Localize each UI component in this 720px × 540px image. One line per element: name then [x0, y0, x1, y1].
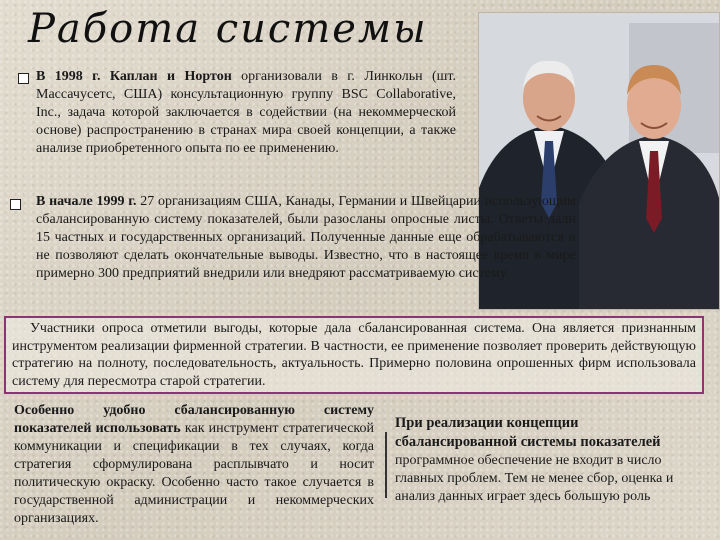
column-divider	[385, 432, 387, 498]
bullet-paragraph-2	[36, 193, 576, 283]
survey-results-box	[4, 316, 704, 394]
bullet-2-text: 27 организациям США, Канады, Германии и Швейцарии использующим сбалансированную систему показателей, были разосланы опросные листы. Ответы дали 15 частных и государственных организаций. Полученные данные еще обрабатываются и не позволяют сделать окончательные выводы. Известно, что в настоящее время в мире примерно 300 предприятий внедрили или внедряют рассматриваемую систему.	[36, 194, 576, 281]
left-column-bold: Особенно удобно сбалансированную систему показателей использовать	[14, 403, 374, 436]
left-column-text	[14, 402, 374, 528]
bullet-paragraph-1	[36, 68, 456, 158]
bullet-1-text: организовали в г. Линкольн (шт. Массачусетс, США) консультационную группу BSC Collaborative, Inc., задача которой заключается в содействии (на некоммерческой основе) распространению в странах мира своей концепции, а также анализе приобретенного опыта по ее применению.	[36, 69, 456, 156]
bullet-square-icon	[18, 73, 29, 84]
bullet-2-bold: В начале 1999 г.	[36, 194, 137, 209]
survey-results-text: Участники опроса отметили выгоды, которые дала сбалансированная система. Она является признанным инструментом реализации фирменной стратегии. В частности, ее применение позволяет проверить действующую стратегию на полноту, последовательность, актуальность. Примерно половина опрошенных фирм использовала систему для пересмотра старой стратегии.	[12, 321, 696, 389]
right-column-body: программное обеспечение не входит в число главных проблем. Тем не менее сбор, оценка и анализ данных играет здесь большую роль	[395, 453, 674, 504]
left-column-body: как инструмент стратегической коммуникации и спецификации в тех случаях, когда стратегия сформулирована расплывчато и носит политическую окраску. Особенно часто такое случается в государственной администрации и некоммерческих организациях.	[14, 421, 374, 526]
bullet-1-bold: В 1998 г. Каплан и Нортон	[36, 69, 232, 84]
right-column-bold: При реализации концепции сбалансированной системы показателей	[395, 415, 661, 450]
slide-title: Работа системы	[28, 6, 428, 52]
bullet-square-icon	[10, 199, 21, 210]
right-column-text	[395, 414, 695, 506]
